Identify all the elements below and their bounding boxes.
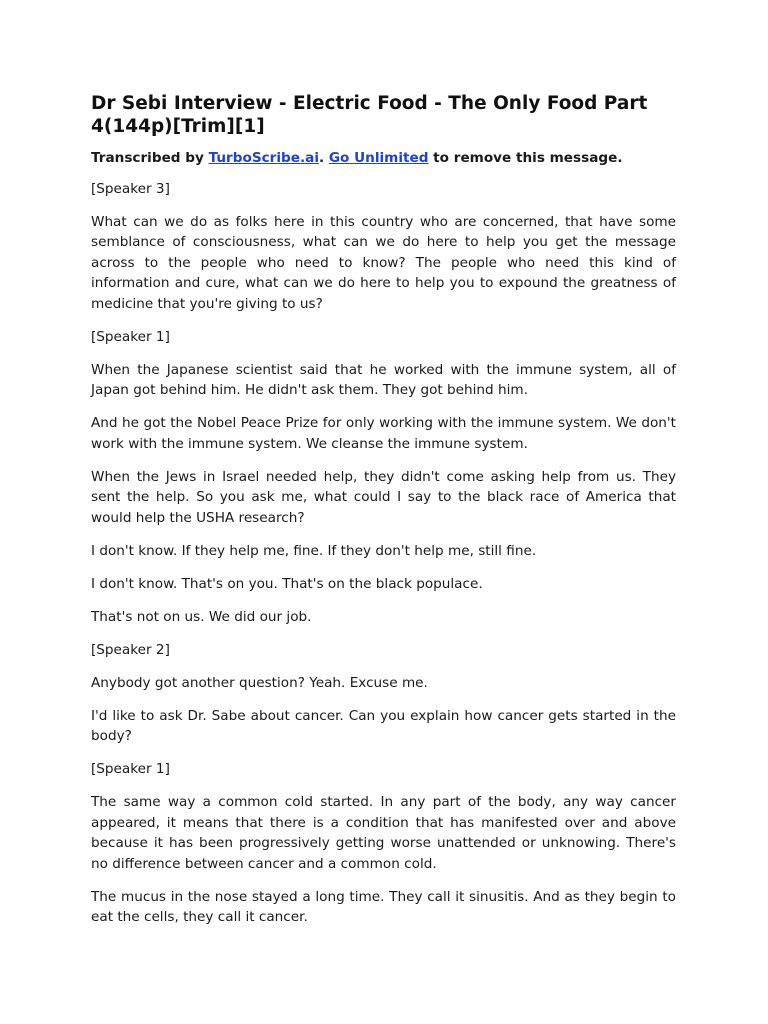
- document-title: Dr Sebi Interview - Electric Food - The Only Food Part 4(144p)[Trim][1]: [91, 93, 648, 137]
- speaker-label: [Speaker 1]: [91, 328, 170, 345]
- speaker-label: [Speaker 3]: [91, 180, 170, 197]
- transcript-paragraph: The same way a common cold started. In any part of the body, any way cancer appeared, it means that there is a condition that has manifested over and above because it has been progressively getting worse unattended or unknowing. There's no difference between cancer and a common cold.: [91, 794, 676, 872]
- transcript-paragraph: The mucus in the nose stayed a long time. They call it sinusitis. And as they begin to eat the cells, they call it cancer.: [91, 888, 676, 925]
- transcript-paragraph: I don't know. If they help me, fine. If they don't help me, still fine.: [91, 542, 537, 559]
- turboscribe-link[interactable]: TurboScribe.ai: [208, 150, 319, 166]
- go-unlimited-link[interactable]: Go Unlimited: [328, 150, 429, 166]
- transcript-paragraph: I'd like to ask Dr. Sabe about cancer. Can you explain how cancer gets started in the body?: [91, 707, 676, 744]
- transcript-paragraph: Anybody got another question? Yeah. Excuse me.: [91, 674, 428, 691]
- transcript-paragraph: When the Jews in Israel needed help, they didn't come asking help from us. They sent the help. So you ask me, what could I say to the black race of America that would help the USHA research?: [91, 468, 676, 526]
- transcript-body: [91, 179, 676, 928]
- transcription-credit: [91, 148, 676, 169]
- speaker-label: [Speaker 1]: [91, 761, 170, 777]
- credit-suffix: to remove this message.: [428, 150, 623, 166]
- transcript-paragraph: What can we do as folks here in this country who are concerned, that have some semblance of consciousness, what can we do here to help you get the message across to the people who need to know? The people who need this kind of information and cure, what can we do here to help you to expound the greatness of medicine that you're giving to us?: [91, 213, 676, 312]
- document-page: [91, 92, 676, 940]
- credit-separator: .: [318, 150, 329, 166]
- credit-prefix: Transcribed by: [91, 150, 209, 166]
- speaker-label: [Speaker 2]: [91, 641, 170, 658]
- transcript-paragraph: When the Japanese scientist said that he worked with the immune system, all of Japan got behind him. He didn't ask them. They got behind him.: [91, 361, 676, 398]
- transcript-paragraph: That's not on us. We did our job.: [91, 608, 312, 625]
- transcript-paragraph: I don't know. That's on you. That's on the black populace.: [91, 575, 483, 592]
- transcript-paragraph: And he got the Nobel Peace Prize for only working with the immune system. We don't work with the immune system. We cleanse the immune system.: [91, 415, 676, 452]
